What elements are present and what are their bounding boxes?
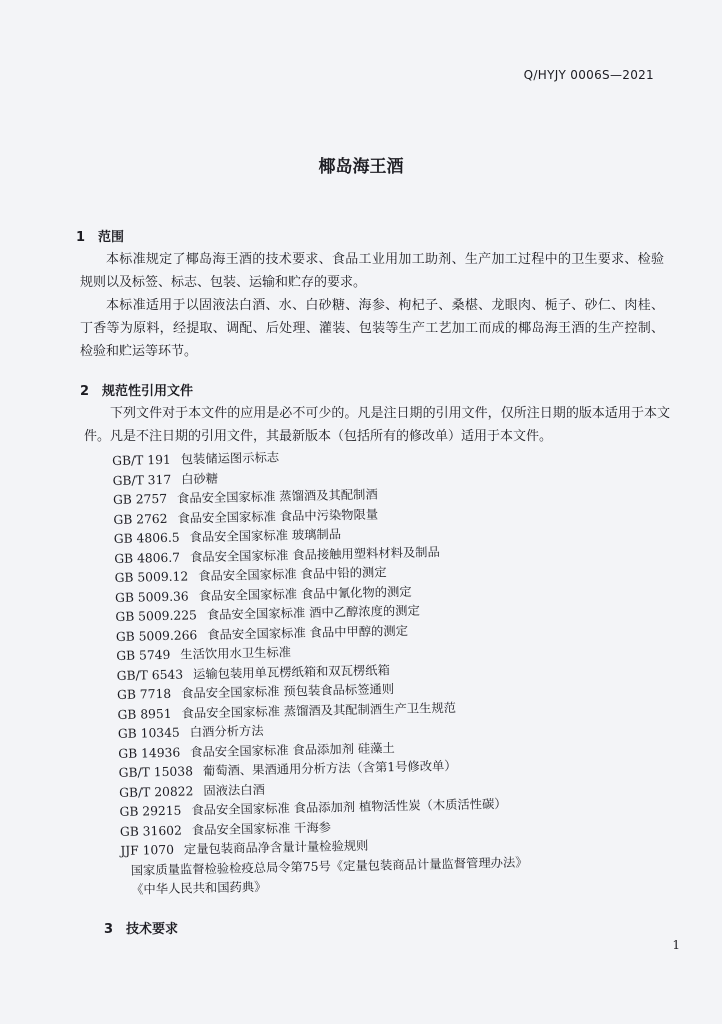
reference-code: GB/T 15038 bbox=[118, 764, 194, 780]
section-heading-normative-references bbox=[80, 380, 193, 399]
paragraph: 本标准规定了椰岛海王酒的技术要求、食品工业用加工助剂、生产加工过程中的卫生要求、检验规则以及标签、标志、包装、运输和贮存的要求。 bbox=[80, 252, 664, 290]
reference-title: 食品安全国家标准 食品接触用塑料材料及制品 bbox=[189, 544, 440, 564]
section-title: 技术要求 bbox=[126, 922, 179, 937]
reference-title: 食品安全国家标准 食品中甲醇的测定 bbox=[207, 623, 409, 642]
reference-title: 食品安全国家标准 食品添加剂 硅藻土 bbox=[190, 740, 395, 759]
reference-title: 包装储运图示标志 bbox=[180, 450, 280, 467]
reference-code: GB/T 20822 bbox=[118, 783, 194, 800]
reference-title: 白砂糖 bbox=[181, 471, 219, 487]
reference-code: GB 8951 bbox=[117, 706, 172, 722]
reference-title: 食品安全国家标准 玻璃制品 bbox=[189, 527, 342, 545]
reference-code: GB/T 191 bbox=[112, 452, 171, 468]
reference-code: GB/T 317 bbox=[112, 472, 172, 488]
reference-code: JJF 1070 bbox=[120, 842, 175, 858]
reference-code: GB 7718 bbox=[116, 686, 172, 702]
reference-code: GB 14936 bbox=[118, 745, 181, 761]
section-heading-scope bbox=[76, 226, 124, 245]
section-number: 1 bbox=[76, 230, 86, 245]
reference-code: GB/T 6543 bbox=[116, 667, 184, 683]
reference-title: 食品安全国家标准 食品中氰化物的测定 bbox=[198, 584, 412, 603]
section-number: 3 bbox=[104, 922, 114, 937]
reference-code: GB 4806.5 bbox=[113, 530, 180, 546]
page-number: 1 bbox=[672, 938, 680, 952]
reference-title: 食品安全国家标准 食品中铅的测定 bbox=[198, 565, 387, 584]
reference-code: GB 31602 bbox=[119, 823, 182, 839]
reference-title: 《中华人民共和国药典》 bbox=[131, 879, 267, 897]
reference-title: 食品安全国家标准 干海参 bbox=[191, 819, 332, 837]
reference-title: 运输包装用单瓦楞纸箱和双瓦楞纸箱 bbox=[192, 662, 390, 681]
reference-code: GB 29215 bbox=[119, 803, 182, 819]
reference-title: 葡萄酒、果酒通用分析方法（含第1号修改单） bbox=[202, 758, 457, 779]
reference-code: GB 5009.12 bbox=[114, 569, 189, 585]
reference-code: GB 10345 bbox=[117, 725, 180, 741]
reference-code: GB 5009.225 bbox=[115, 608, 198, 624]
reference-code: GB 4806.7 bbox=[114, 550, 181, 566]
reference-title: 固液法白酒 bbox=[203, 782, 265, 798]
reference-title: 国家质量监督检验检疫总局令第75号《定量包装商品计量监督管理办法》 bbox=[130, 854, 528, 878]
paragraph: 本标准适用于以固液法白酒、水、白砂糖、海参、枸杞子、桑椹、龙眼肉、栀子、砂仁、肉桂、丁香等为原料，经提取、调配、后处理、灌装、包装等生产工艺加工而成的椰岛海王酒的生产控制、检验和贮运等环节。 bbox=[80, 298, 664, 359]
section-title: 范围 bbox=[98, 230, 125, 245]
reference-code: GB 5749 bbox=[116, 647, 171, 663]
reference-title: 食品安全国家标准 蒸馏酒及其配制酒 bbox=[176, 487, 378, 506]
reference-title: 食品安全国家标准 蒸馏酒及其配制酒生产卫生规范 bbox=[181, 700, 457, 721]
reference-title: 生活饮用水卫生标准 bbox=[180, 645, 292, 662]
reference-code: GB 5009.266 bbox=[115, 627, 198, 644]
reference-title: 食品安全国家标准 预包装食品标签通则 bbox=[181, 682, 395, 701]
reference-title: 定量包装商品净含量计量检验规则 bbox=[183, 838, 369, 857]
reference-code: GB 5009.36 bbox=[114, 588, 189, 605]
section-title: 规范性引用文件 bbox=[102, 384, 194, 399]
reference-code: GB 2762 bbox=[113, 511, 168, 527]
paragraph: 下列文件对于本文件的应用是必不可少的。凡是注日期的引用文件，仅所注日期的版本适用于本文件。凡是不注日期的引用文件，其最新版本（包括所有的修改单）适用于本文件。 bbox=[84, 406, 670, 444]
reference-title: 食品安全国家标准 食品添加剂 植物活性炭（木质活性碳） bbox=[191, 796, 507, 818]
section-heading-technical-requirements bbox=[104, 918, 178, 937]
document-number: Q/HYJY 0006S—2021 bbox=[523, 68, 654, 82]
section-number: 2 bbox=[80, 384, 90, 399]
reference-title: 食品安全国家标准 食品中污染物限量 bbox=[177, 506, 379, 526]
reference-code: GB 2757 bbox=[112, 491, 168, 507]
reference-list bbox=[112, 442, 581, 900]
reference-title: 食品安全国家标准 酒中乙醇浓度的测定 bbox=[206, 603, 420, 623]
document-title: 椰岛海王酒 bbox=[318, 157, 404, 177]
reference-title: 白酒分析方法 bbox=[189, 723, 264, 740]
